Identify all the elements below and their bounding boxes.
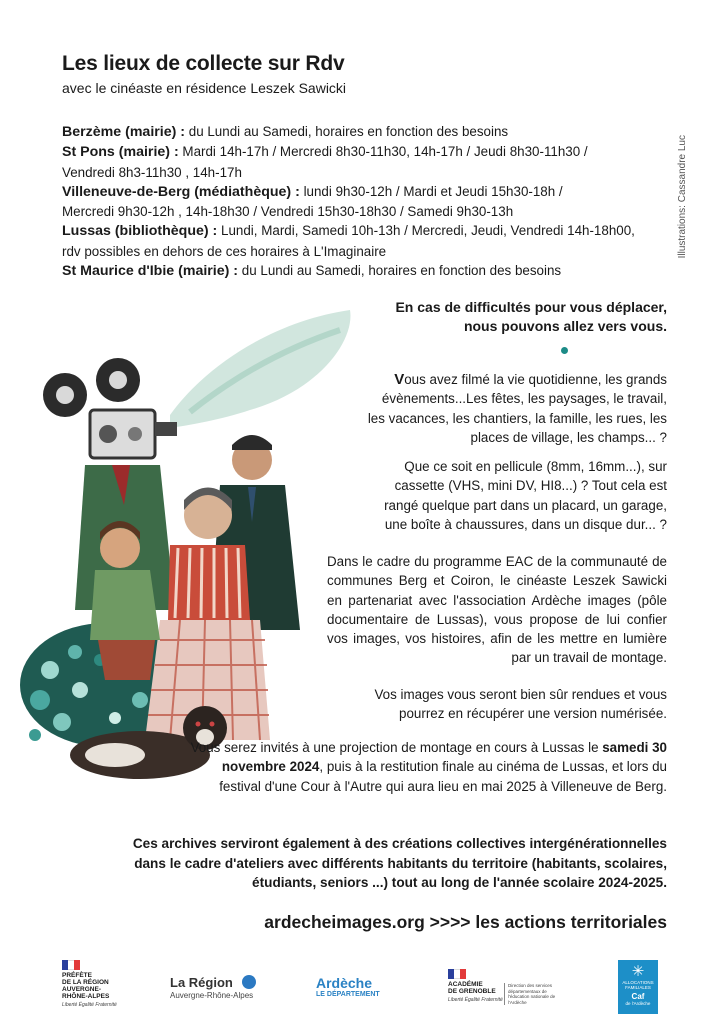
- place-name: Lussas (bibliothèque) :: [62, 223, 218, 240]
- place-hours: du Lundi au Samedi, horaires en fonction des besoins: [188, 124, 509, 139]
- paragraph-text: ous avez filmé la vie quotidienne, les grands évènements...Les fêtes, les paysages, le travail, les vacances, les chantiers, la famille, les rues, les places de village, les champs... ?: [367, 372, 667, 445]
- archives-line: étudiants, seniors ...) tout au long de l'année scolaire 2024-2025.: [252, 875, 667, 890]
- french-flag-icon: [62, 960, 80, 970]
- region-emblem-icon: [242, 975, 256, 989]
- place-hours: Vendredi 8h3-11h30 , 14h-17h: [62, 164, 242, 180]
- ardeche-logo: Ardèche LE DÉPARTEMENT: [316, 975, 380, 998]
- screening-paragraph: [187, 738, 667, 796]
- place-berzeme: [62, 122, 662, 142]
- place-name: Villeneuve-de-Berg (médiathèque) :: [62, 183, 300, 200]
- place-st-pons: [62, 142, 662, 182]
- place-name: Berzème (mairie) :: [62, 124, 186, 140]
- page-title: Les lieux de collecte sur Rdv: [62, 52, 345, 75]
- place-name: St Pons (mairie) :: [62, 144, 179, 161]
- region-logo: La Région Auvergne-Rhône-Alpes: [170, 975, 270, 1000]
- snowflake-icon: ✳: [631, 963, 645, 980]
- archives-line: dans le cadre d'ateliers avec différents habitants du territoire (habitants, scolaires,: [134, 855, 667, 871]
- travel-help-note: [307, 298, 667, 336]
- academie-logo: ACADÉMIE DE GRENOBLE Liberté Égalité Fraternité Direction des services départementaux de l'éducation nationale de l'Ardèche: [448, 969, 568, 1003]
- website-link[interactable]: ardecheimages.org >>>> les actions territoriales: [264, 912, 667, 932]
- place-st-maurice: [62, 261, 662, 281]
- illustration-credit: Illustrations: Cassandre Luc: [677, 135, 688, 259]
- formats-paragraph: Que ce soit en pellicule (8mm, 16mm...), sur cassette (VHS, mini DV, HI8...) ? Tout cela est rangé quelque part dans un placard, un garage, une boîte à chaussures, dans un disque dur... ?: [384, 459, 667, 532]
- archives-line: Ces archives serviront également à des créations collectives intergénérationnelles: [132, 836, 667, 851]
- projector-beam-shape: [170, 310, 350, 428]
- partner-logos: [0, 955, 722, 1015]
- paragraph-text: , puis à la restitution finale au cinéma de Lussas, et lors du festival d'une Cour à l'Autre qui aura lieu en mai 2025 à Villeneuve de Berg.: [219, 759, 667, 794]
- place-name: St Maurice d'Ibie (mairie) :: [62, 263, 239, 280]
- place-villeneuve: [62, 182, 662, 222]
- family-collage-illustration: [20, 300, 360, 790]
- page-subtitle: avec le cinéaste en résidence Leszek Sawicki: [62, 80, 347, 96]
- paragraph-text: Vous serez invités à une projection de montage en cours à Lussas le: [190, 740, 603, 755]
- place-lussas: [62, 221, 662, 261]
- place-hours: du Lundi au Samedi, horaires en fonction des besoins: [241, 263, 562, 279]
- place-hours: Mercredi 9h30-12h , 14h-18h30 / Vendredi 15h30-18h30 / Samedi 9h30-13h: [62, 204, 514, 220]
- help-line: nous pouvons allez vers vous.: [463, 318, 667, 334]
- intro-paragraph: [367, 370, 667, 447]
- french-flag-icon: [448, 969, 466, 979]
- camera-head-shape: [43, 358, 177, 458]
- caf-logo: ✳ ALLOCATIONS FAMILIALES Caf de l'Ardèche: [618, 960, 658, 1014]
- screening-date: samedi 30 novembre 2024: [221, 740, 667, 775]
- prefecture-logo: PRÉFÈTE DE LA RÉGION AUVERGNE- RHÔNE-ALPES Liberté Égalité Fraternité: [62, 960, 132, 1008]
- archives-note: [67, 834, 667, 893]
- return-paragraph: Vos images vous seront bien sûr rendues et vous pourrez en récupérer une version numérisée.: [374, 687, 667, 722]
- place-hours: rdv possibles en dehors de ces horaires à L'Imaginaire: [62, 243, 387, 259]
- place-hours: Mardi 14h-17h / Mercredi 8h30-11h30, 14h-17h / Jeudi 8h30-11h30 /: [182, 144, 588, 160]
- separator-dot: [561, 347, 568, 354]
- help-line: En cas de difficultés pour vous déplacer,: [395, 299, 667, 315]
- place-hours: lundi 9h30-12h / Mardi et Jeudi 15h30-18h /: [303, 183, 563, 199]
- collection-places-list: [62, 122, 662, 281]
- drop-cap: V: [394, 371, 405, 388]
- program-paragraph: Dans le cadre du programme EAC de la communauté de communes Berg et Coiron, le cinéaste Leszek Sawicki en partenariat avec l'association Ardèche images (pôle documentaire de Lussas), vous propose de lui confier vos images, vos histoires, afin de les mettre en lumière par un travail de montage.: [327, 554, 667, 666]
- place-hours: Lundi, Mardi, Samedi 10h-13h / Mercredi, Jeudi, Vendredi 14h-18h00,: [221, 223, 635, 239]
